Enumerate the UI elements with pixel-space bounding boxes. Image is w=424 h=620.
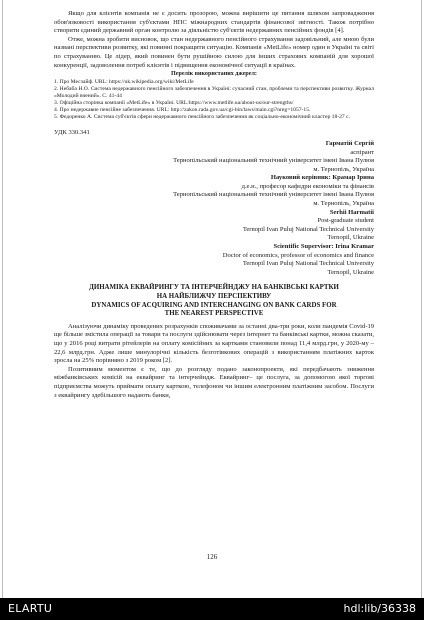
- author-en-university: Ternopil Ivan Puluj National Technical University: [242, 225, 374, 233]
- supervisor-ua-university: Тернопільський національний технічний університет імені Івана Пулюя: [173, 191, 374, 199]
- page-content: [54, 10, 374, 400]
- reference-item: 1. Про Месзайф. URL: https://uk.wikipedia.org/wiki/MetLife: [54, 78, 194, 85]
- page-right-edge: [421, 0, 422, 598]
- supervisor-ua-name: Науковий керівник: Крамар Ірина: [270, 174, 374, 182]
- author-ua-city: м. Тернопіль, Україна: [313, 165, 374, 173]
- references-title: Перелік використаних джерел:: [171, 71, 257, 78]
- author-en-name: Serhii Harmatii: [329, 208, 374, 216]
- body-paragraph-legislation: Позитивним моментом є те, що до розгляду подано законопроекти, які передбачають зниження міжбанківських комісій на еквайринг та інтерчейндж. Еквайринг– це послуга, за допомогою якої торгові підприємства можуть приймати оплату карткою, телефоном чи іншим електронним платіжним засобом. Послуги з еквайрингу здебільшого надають банки,: [54, 365, 374, 399]
- page-number: 126: [206, 553, 218, 561]
- article-title-en-line2: THE NEAREST PERSPECTIVE: [164, 310, 264, 318]
- reference-item: 2. Небаба Н.О. Система недержавного пенсійного забезпечення в Україні: сучасний стан, проблеми та перспективи розвитку. Журнал «Молодий вчений». С. 41-44: [54, 85, 374, 99]
- article-title-ua-line2: НА НАЙБЛИЖЧУ ПЕРСПЕКТИВУ: [156, 293, 272, 300]
- author-ua-position: аспірант: [350, 148, 374, 156]
- article-title-en-line1: DYNAMICS OF ACQUIRING AND INTERCHANGING ON BANK CARDS FOR: [91, 301, 337, 309]
- page-left-edge: [2, 0, 3, 598]
- author-en-block: [54, 209, 374, 243]
- reference-item: 4. Про недержавне пенсійне забезпечення. URL: http://zakon.rada.gov.ua/cgi-bin/laws/main.cgi?nreg=1057-15.: [54, 107, 311, 114]
- handle-identifier: hdl:lib/36338: [343, 602, 416, 615]
- author-ua-university: Тернопільський національний технічний університет імені Івана Пулюя: [173, 157, 374, 165]
- supervisor-ua-position: д.е.н., професор кафедри економіки та фінансів: [241, 182, 374, 190]
- paragraph-conclusion: Отже, можна зробити висновок, що стан недержавного пенсійного страхування задовільний, але мною були названі перспективи розвитку, які повинні покращити ситуацію. Компанія «MetLife» номер один в Україні та світі по страхуванню. Це лідер, який повинен бути рушійною силою для інших страхових компаній для хорошої конкуренції, задоволення потреб клієнтів і підвищення економічної ситуації в країнах.: [54, 35, 374, 69]
- author-en-city: Ternopil, Ukraine: [327, 234, 374, 242]
- supervisor-en-city: Ternopil, Ukraine: [327, 268, 374, 276]
- author-en-position: Post-graduate student: [317, 217, 374, 225]
- supervisor-ua-block: [54, 174, 374, 208]
- udc-code: УДК 330.341: [54, 129, 90, 137]
- supervisor-en-name: Scientific Supervisor: Irina Kramar: [273, 243, 374, 251]
- repository-name: ELARTU: [8, 602, 53, 615]
- article-title-ua-line1: ДИНАМІКА ЕКВАЙРИНГУ ТА ІНТЕРЧЕЙНДЖУ НА БАНКІВСЬКІ КАРТКИ: [89, 284, 339, 292]
- body-paragraph-dynamics: Аналізуючи динаміку проведених розрахунків споживачами за останні два-три роки, коли пандемія Covid-19 ще більше змістила операції за товари та послуги здійснювати через інтернет та банківські картки, можна сказати, що у 2016 році витрати рітейлерів на оплату комісійних за картками становили понад 11,4 млрд.грн, у 2020-му – 22,6 млрд.грн. Адже лише минулорічні кількість безготівкових операцій з використанням платіжних карток зросла на 25% порівняно з 2019 роком [2].: [54, 322, 374, 365]
- reference-item: 5. Федоренко А. Система суб'єктів сфери недержавного пенсійного забезпечення як соціально-економічний кластер 18-27 с.: [54, 114, 351, 121]
- repository-footer-bar: [0, 598, 424, 620]
- author-ua-block: [54, 140, 374, 174]
- supervisor-ua-city: м. Тернопіль, Україна: [313, 200, 374, 208]
- author-ua-name: Гарматій Сергій: [325, 139, 374, 147]
- reference-item: 3. Офіційна сторінка компанії «MetLife» в Україні. URL:https://www.metlife.ua/about-us/our-strengths/: [54, 100, 294, 107]
- supervisor-en-block: [54, 243, 374, 277]
- supervisor-en-position: Doctor of economics, professor of economics and finance: [222, 251, 374, 259]
- paragraph-transparency: Якщо для клієнтів компанія не є досить прозорою, можна вирішити це питання шляхом запровадження обов'язковості використання суб'єктами НПС міжнародних стандартів фінансової звітності. Також потрібно створити єдиний державний орган контролю за діяльністю суб'єктів недержавних пенсійних фондів [4].: [54, 10, 374, 35]
- supervisor-en-university: Ternopil Ivan Puluj National Technical University: [242, 260, 374, 268]
